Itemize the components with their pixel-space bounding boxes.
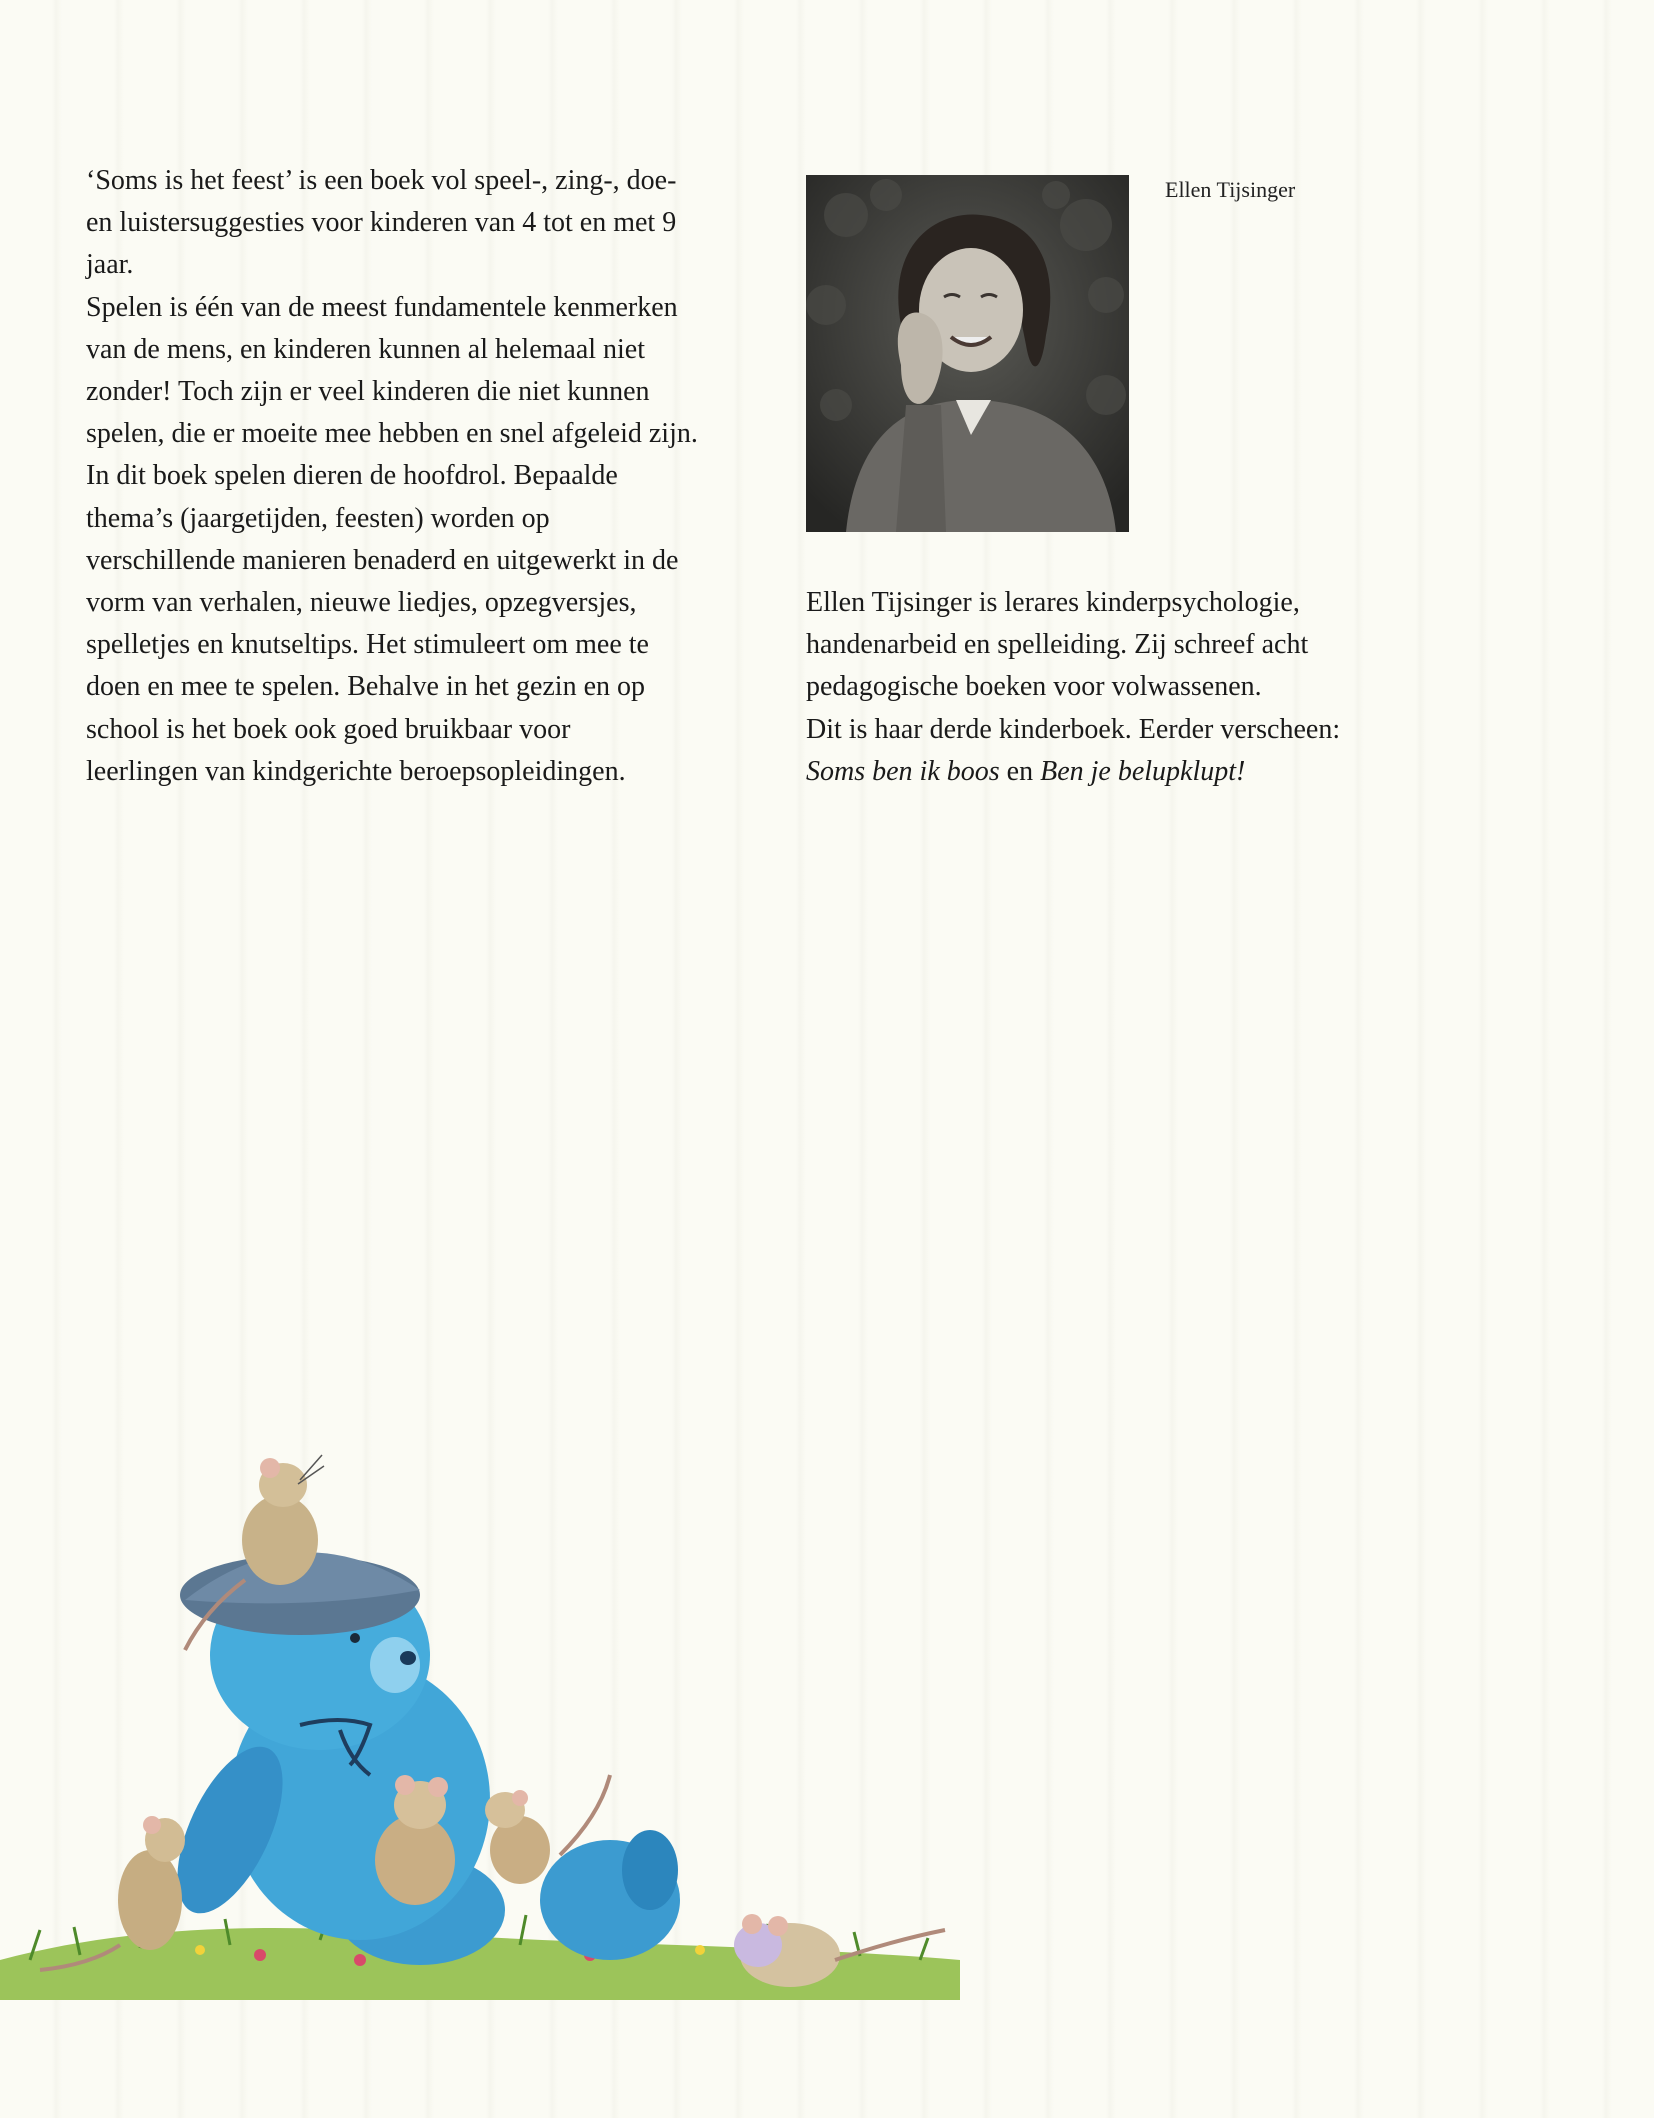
blurb-line: zonder! Toch zijn er veel kinderen die niet kunnen [86, 376, 650, 408]
blurb-line: vorm van verhalen, nieuwe liedjes, opzegversjes, [86, 587, 637, 619]
title-connector: en [999, 755, 1041, 787]
blurb-line: jaar. [86, 249, 134, 281]
blurb-line: leerlingen van kindgerichte beroepsopleidingen. [86, 755, 626, 787]
blurb-line: en luistersuggesties voor kinderen van 4 tot en met 9 [86, 207, 677, 239]
photo-caption: Ellen Tijsinger [1165, 177, 1296, 202]
author-portrait-icon [806, 175, 1129, 532]
blurb-line: spelen, die er moeite mee hebben en snel afgeleid zijn. [86, 418, 698, 450]
bio-line: pedagogische boeken voor volwassenen. [806, 671, 1262, 703]
author-photo [806, 175, 1129, 532]
blurb-line: spelletjes en knutseltips. Het stimuleert om mee te [86, 629, 649, 661]
teddy-bear-with-mice-illustration [0, 1400, 960, 2000]
bio-line: handenarbeid en spelleiding. Zij schreef acht [806, 629, 1309, 661]
blurb-line: Spelen is één van de meest fundamentele kenmerken [86, 291, 678, 323]
blurb-line: van de mens, en kinderen kunnen al helemaal niet [86, 333, 646, 365]
author-bio [806, 582, 1446, 793]
blurb-line: thema’s (jaargetijden, feesten) worden op [86, 502, 550, 534]
blurb-line: ‘Soms is het feest’ is een boek vol speel-, zing-, doe- [86, 165, 677, 196]
blurb-line: In dit boek spelen dieren de hoofdrol. Bepaalde [86, 460, 618, 492]
bio-line: Ellen Tijsinger is lerares kinderpsychologie, [806, 587, 1300, 618]
blurb-line: verschillende manieren benaderd en uitgewerkt in de [86, 544, 679, 576]
book-blurb [86, 160, 776, 793]
bio-line: Dit is haar derde kinderboek. Eerder verscheen: [806, 713, 1341, 745]
earlier-title-1: Soms ben ik boos [806, 755, 1000, 787]
earlier-title-2: Ben je belupklupt! [1040, 755, 1246, 787]
blurb-line: school is het boek ook goed bruikbaar voor [86, 713, 571, 745]
bio-earlier-works [806, 751, 1446, 793]
blurb-line: doen en mee te spelen. Behalve in het gezin en op [86, 671, 646, 703]
